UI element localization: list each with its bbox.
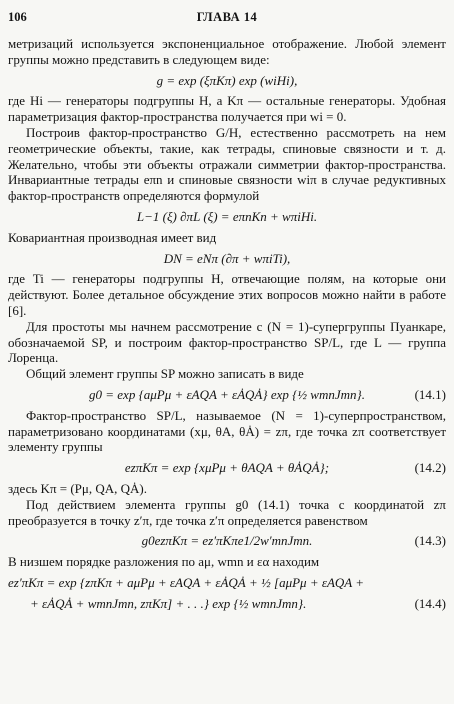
equation-14-2-number: (14.2) (414, 460, 446, 476)
paragraph-3: Построив фактор-пространство G/H, естественно рассмотреть на нем геометрические объекты, такие, как тетрады, спиновые связности и т. д. Желательно, чтобы эти объекты отражали симметрии фактор-пространства. Инвариантные тетрады eπn и спиновые связности wiπ в случае редуктивных фактор-пространств определяются формулой (8, 124, 446, 204)
paragraph-4: Ковариантная производная имеет вид (8, 229, 217, 245)
equation-14-1-number: (14.1) (414, 386, 446, 402)
page-number: 106 (8, 10, 27, 24)
equation-14-3-number: (14.3) (414, 533, 446, 549)
equation-14-4-body: + εȦQȦ + wmnJmn, zπKπ] + . . .} exp {½ wmnJmn}. (30, 595, 307, 611)
equation-14-1 (8, 387, 446, 403)
paragraph-10: Под действием элемента группы g0 (14.1) точка с координатой zπ преобразуется в точку z′π, где точка z′π определяется равенством (8, 496, 446, 528)
equation-covariant-derivative: DN = eNπ (∂π + wπiTi), (163, 250, 291, 266)
paragraph-5: где Ti — генераторы подгруппы H, отвечающие полям, на которые они действуют. Более детальное обсуждение этих вопросов можно найти в работе [6]. (8, 271, 446, 318)
running-header (0, 10, 454, 28)
paragraph-8: Фактор-пространство SP/L, называемое (N = 1)-суперпространством, параметризовано координатами (xμ, θA, θȦ) = zπ, где точка zπ соответствует элементу группы (8, 407, 446, 455)
paragraph-9: здесь Kπ = (Pμ, QA, QȦ). (8, 480, 148, 496)
paragraph-2: где Hi — генераторы подгруппы H, а Kπ — остальные генераторы. Удобная параметризация фактор-пространства получается при wi = 0. (8, 93, 446, 125)
equation-14-4-line-2 (8, 596, 446, 612)
equation-tetrad: L−1 (ξ) ∂πL (ξ) = eπnKn + wπiHi. (136, 208, 318, 224)
page-body (8, 36, 446, 617)
chapter-title: ГЛАВА 14 (196, 10, 258, 24)
equation-14-3-body: g0ezπKπ = ez′πKπe1/2w′mnJmn. (141, 533, 313, 549)
equation-14-2-body: ezπKπ = exp {xμPμ + θAQA + θȦQȦ}; (124, 460, 330, 476)
paragraph-11: В низшем порядке разложения по aμ, wmn и εα находим (8, 554, 320, 570)
paragraph-6: Для простоты мы начнем рассмотрение с (N = 1)-супергруппы Пуанкаре, обозначаемой SP, и построим фактор-пространство SP/L, где L — группа Лоренца. (8, 318, 446, 366)
equation-group-element: g = exp (ξπKπ) exp (wiHi), (156, 72, 298, 88)
equation-14-3 (8, 533, 446, 549)
equation-14-4-line-1: ez′πKπ = exp {zπKπ + aμPμ + εAQA + εȦQȦ + ½ [aμPμ + εAQA + (8, 574, 365, 590)
paragraph-7: Общий элемент группы SP можно записать в виде (26, 366, 304, 382)
equation-14-1-body: g0 = exp {aμPμ + εAQA + εȦQȦ} exp {½ wmnJmn}. (89, 386, 365, 402)
paragraph-1: метризаций используется экспоненциальное отображение. Любой элемент группы можно представить в следующем виде: (8, 36, 446, 67)
equation-14-4-number: (14.4) (414, 595, 446, 611)
equation-14-2 (8, 460, 446, 476)
